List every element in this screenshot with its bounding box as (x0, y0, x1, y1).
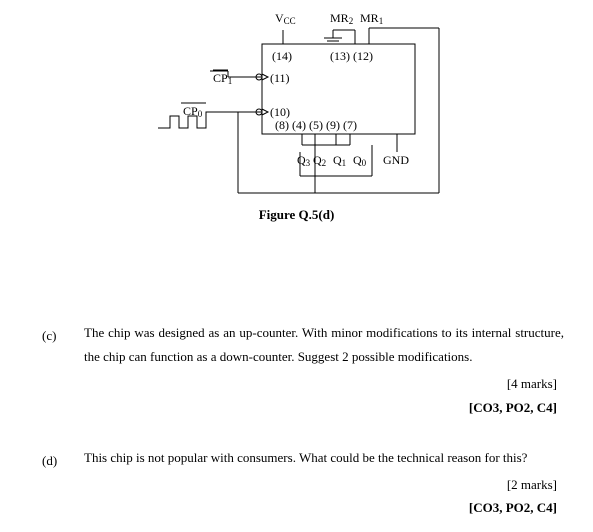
question-d-outcomes: [CO3, PO2, C4] (468, 500, 557, 515)
vcc-label: VCC (275, 11, 296, 26)
pin-13-12-label: (13) (12) (330, 49, 373, 63)
gnd-label: GND (383, 153, 409, 167)
question-d-marks: [2 marks] (506, 477, 557, 492)
question-c-marks: [4 marks] (506, 376, 557, 391)
q0-label: Q0 (353, 153, 367, 168)
cp1-label: CP1 (213, 71, 233, 86)
mr2-label: MR2 (330, 11, 354, 26)
q1-label: Q1 (333, 153, 347, 168)
question-d-label: (d) (42, 453, 58, 468)
question-c-text: The chip was designed as an up-counter. With minor modifications to its internal structure, the chip can function as a down-counter. Suggest 2 possible modifications. (84, 325, 564, 364)
question-c-outcomes: [CO3, PO2, C4] (468, 400, 557, 415)
counter-circuit-figure (0, 0, 593, 205)
pin-11-label: (11) (270, 71, 290, 85)
mr1-label: MR1 (360, 11, 384, 26)
pin-14-label: (14) (272, 49, 292, 63)
pin-10-label: (10) (270, 105, 290, 119)
bottom-pins-label: (8) (4) (5) (9) (7) (275, 118, 357, 132)
question-d-text: This chip is not popular with consumers. What could be the technical reason for this? (84, 450, 528, 465)
cp0-label: CP0 (183, 104, 203, 119)
figure-caption: Figure Q.5(d) (258, 207, 335, 222)
q2-label: Q2 (313, 153, 327, 168)
q3-label: Q3 (297, 153, 311, 168)
question-c-label: (c) (42, 328, 57, 343)
